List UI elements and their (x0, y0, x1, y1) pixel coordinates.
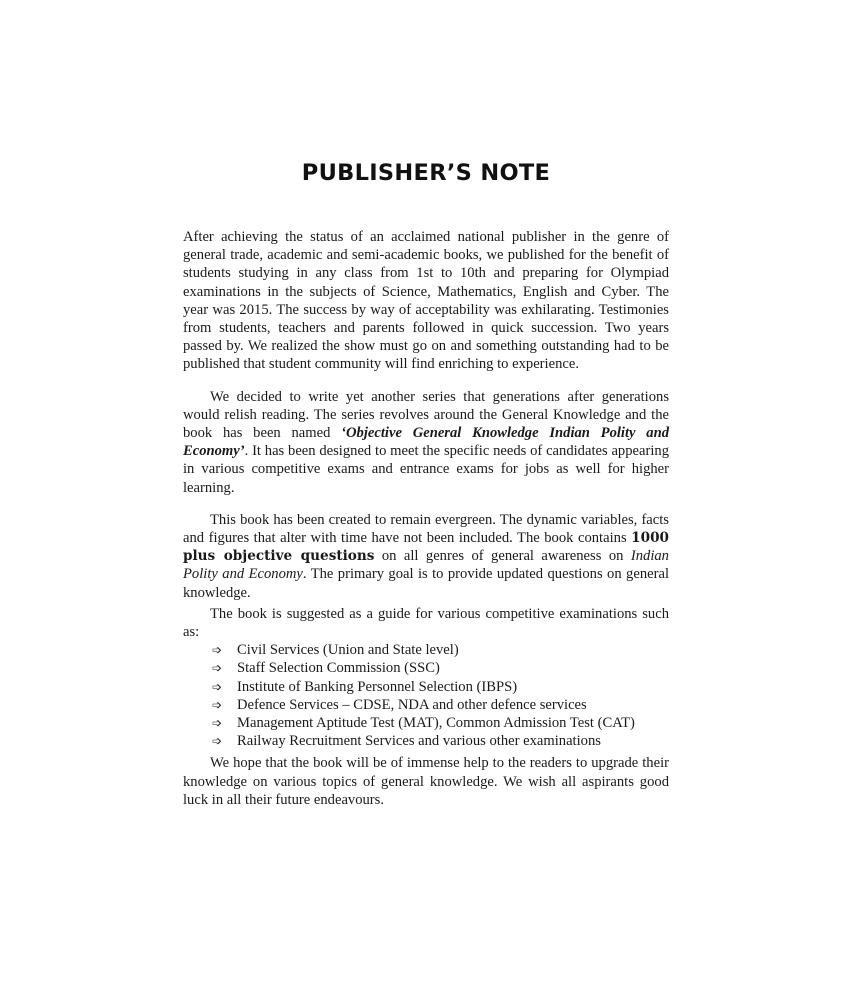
list-item-label: Defence Services – CDSE, NDA and other defence services (237, 696, 587, 713)
list-item-label: Management Aptitude Test (MAT), Common Admission Test (CAT) (237, 715, 635, 732)
question-count-emphasis: 1000 plus objective questions (183, 530, 669, 565)
paragraph-evergreen (183, 511, 669, 602)
list-item-label: Railway Recruitment Services and various other examinations (237, 733, 601, 750)
arrow-right-icon: ➩ (211, 734, 223, 749)
list-item (208, 732, 669, 750)
arrow-right-icon: ➩ (211, 716, 223, 731)
book-title-emphasis: ‘Objective General Knowledge Indian Polity and Economy’ (183, 425, 669, 460)
paragraph-series-text-end: . It has been designed to meet the specific needs of candidates appearing in various competitive exams and entrance exams for jobs as well for higher learning. (183, 443, 669, 496)
paragraph-evergreen-text-start: This book has been created to remain evergreen. The dynamic variables, facts and figures that alter with time have not been included. The book contains (183, 511, 669, 547)
list-item-label: Staff Selection Commission (SSC) (237, 660, 440, 677)
paragraph-series (183, 388, 669, 497)
arrow-right-icon: ➩ (211, 661, 223, 676)
exam-list (183, 641, 669, 750)
list-item (208, 714, 669, 732)
paragraph-evergreen-text-middle: on all genres of general awareness on (374, 548, 631, 565)
paragraph-series-text-start: We decided to write yet another series that generations after generations would relish reading. The series revolves around the General Knowledge and the book has been named (183, 388, 669, 442)
arrow-right-icon: ➩ (211, 679, 223, 694)
arrow-right-icon: ➩ (211, 643, 223, 658)
arrow-right-icon: ➩ (211, 697, 223, 712)
paragraph-evergreen-text-end: . The primary goal is to provide updated questions on general knowledge. (183, 566, 669, 601)
list-item (208, 678, 669, 696)
subject-italic: Indian Polity and Economy (183, 548, 669, 583)
document-body (183, 228, 669, 809)
paragraph-suggested: The book is suggested as a guide for various competitive examinations such as: (183, 605, 669, 641)
list-item-label: Institute of Banking Personnel Selection (IBPS) (237, 678, 518, 695)
paragraph-closing: We hope that the book will be of immense help to the readers to upgrade their knowledge on various topics of general knowledge. We wish all aspirants good luck in all their future endeavours. (183, 755, 669, 808)
list-item (208, 659, 669, 677)
page-title: PUBLISHER’S NOTE (301, 160, 551, 186)
list-item (208, 696, 669, 714)
list-item-label: Civil Services (Union and State level) (237, 642, 459, 659)
document-page (183, 155, 669, 809)
paragraph-intro: After achieving the status of an acclaimed national publisher in the genre of general trade, academic and semi-academic books, we published for the benefit of students studying in any class from 1st to 10th and preparing for Olympiad examinations in the subjects of Science, Mathematics, English and Cyber. The year was 2015. The success by way of acceptability was exhilarating. Testimonies from students, teachers and parents followed in quick succession. Two years passed by. We realized the show must go on and something outstanding had to be published that student community will find enriching to experience. (183, 229, 669, 373)
list-item (208, 641, 669, 659)
